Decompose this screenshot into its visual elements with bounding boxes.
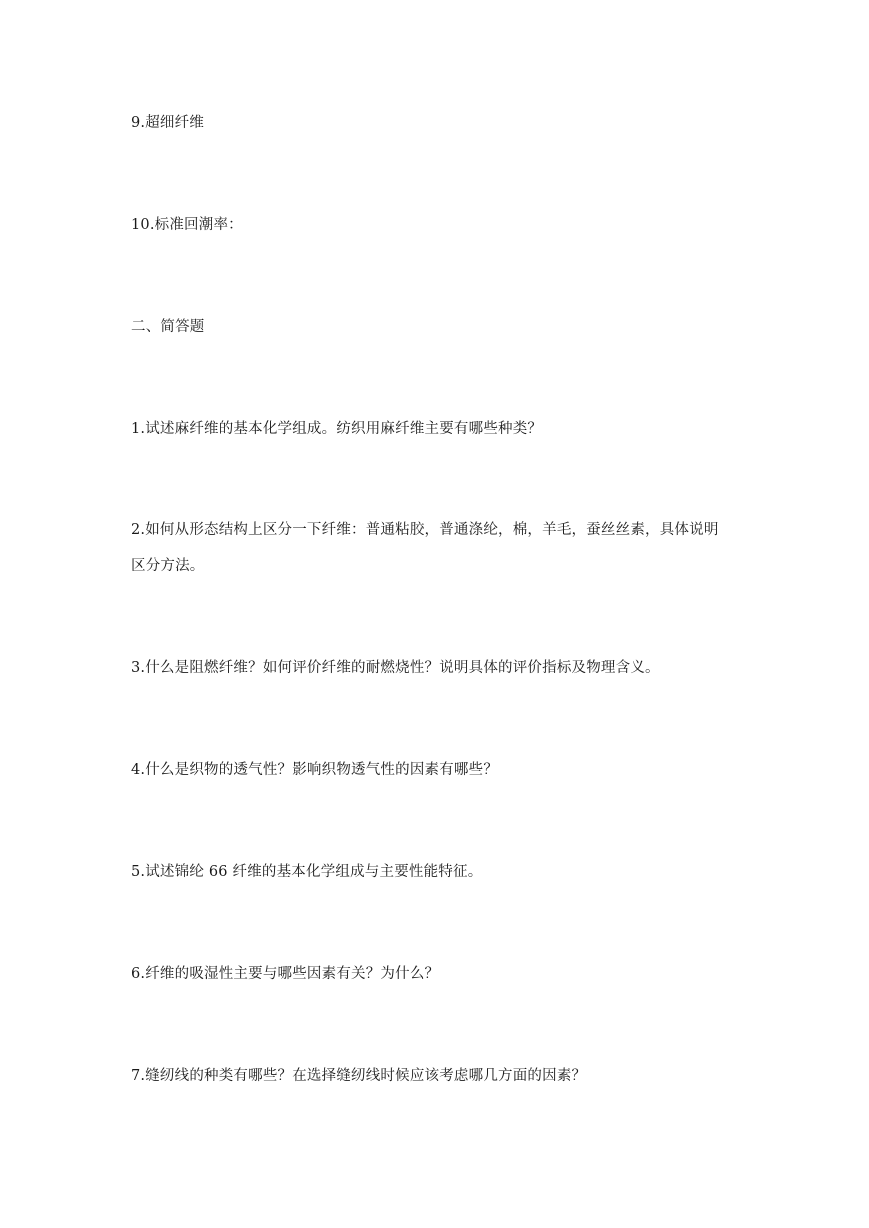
question-5: 5.试述锦纶 66 纤维的基本化学组成与主要性能特征。	[131, 864, 483, 880]
definition-item-9: 9.超细纤维	[131, 115, 205, 131]
question-4: 4.什么是织物的透气性？影响织物透气性的因素有哪些？	[131, 762, 499, 778]
question-2: 2.如何从形态结构上区分一下纤维：普通粘胶，普通涤纶，棉，羊毛，蚕丝丝素，具体说明	[131, 522, 719, 538]
section-heading: 二、简答题	[131, 319, 205, 335]
question-7: 7.缝纫线的种类有哪些？在选择缝纫线时候应该考虑哪几方面的因素？	[131, 1068, 587, 1084]
question-1: 1.试述麻纤维的基本化学组成。纺织用麻纤维主要有哪些种类？	[131, 421, 543, 437]
question-3: 3.什么是阻燃纤维？如何评价纤维的耐燃烧性？说明具体的评价指标及物理含义。	[131, 660, 660, 676]
definition-item-10: 10.标准回潮率：	[131, 217, 243, 233]
question-6: 6.纤维的吸湿性主要与哪些因素有关？为什么？	[131, 966, 440, 982]
question-2-continuation: 区分方法。	[131, 558, 205, 574]
